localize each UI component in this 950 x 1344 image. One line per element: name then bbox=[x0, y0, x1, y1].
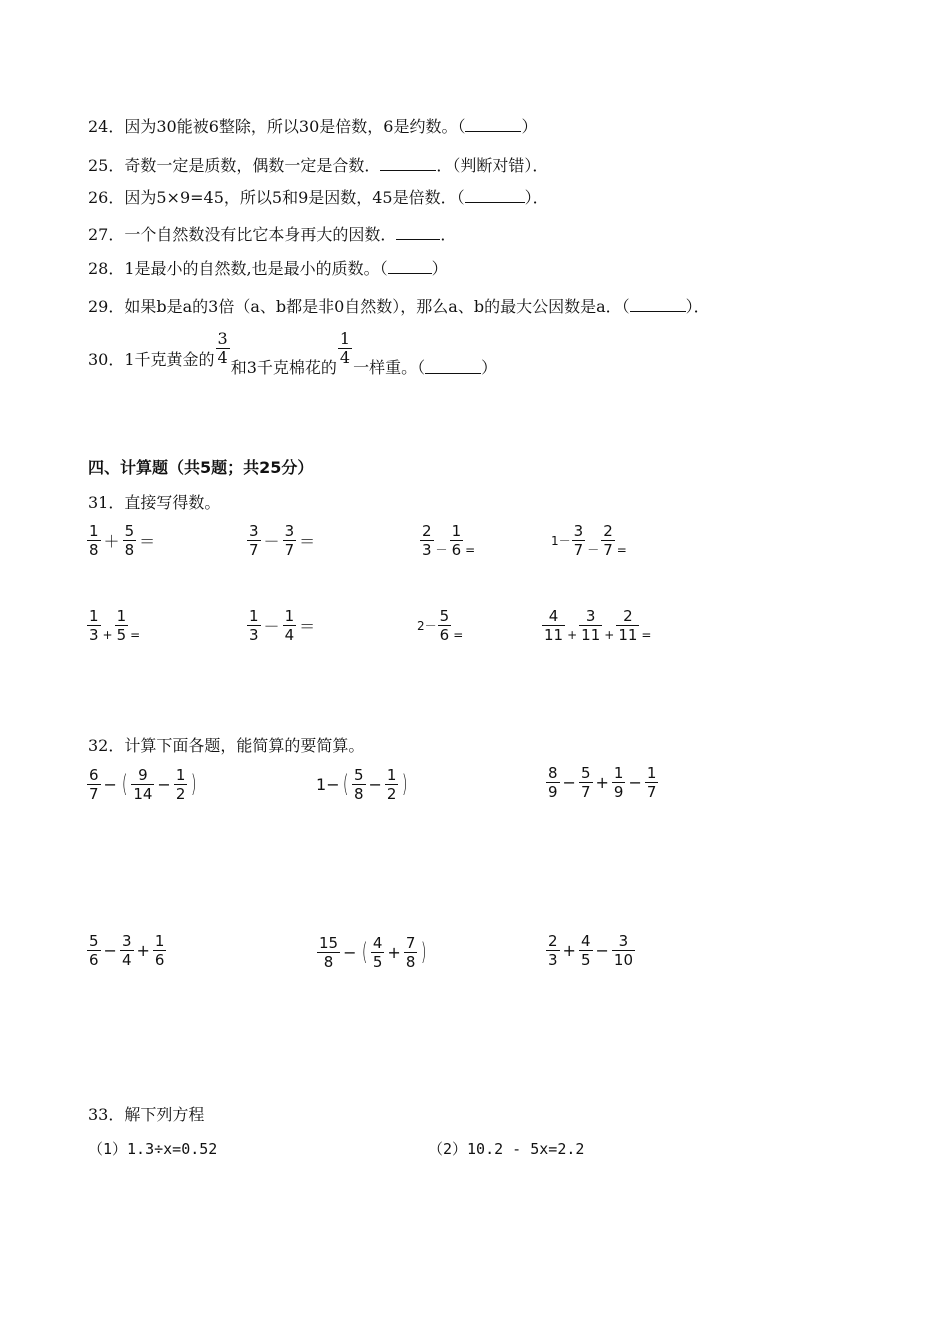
oral-expression bbox=[246, 522, 317, 559]
equals-sign: ＝ bbox=[299, 532, 316, 551]
numerator: 1 bbox=[339, 328, 351, 348]
denominator: 5 bbox=[116, 626, 127, 644]
numerator: 3 bbox=[618, 932, 629, 950]
leading-term: 2－ bbox=[417, 619, 437, 633]
question-33-title: 33．解下列方程 bbox=[88, 1105, 205, 1124]
question-24 bbox=[88, 117, 537, 137]
oral-expression bbox=[86, 522, 157, 559]
denominator: 8 bbox=[89, 541, 99, 559]
denominator: 6 bbox=[89, 951, 99, 969]
operator: + bbox=[595, 773, 609, 792]
numerator: 1 bbox=[116, 607, 127, 625]
fraction bbox=[438, 607, 452, 644]
operator: − bbox=[628, 773, 642, 792]
operator: + bbox=[562, 941, 576, 960]
denominator: 4 bbox=[339, 347, 351, 367]
operator: － bbox=[263, 617, 280, 636]
question-tail: ． bbox=[440, 225, 457, 244]
fraction bbox=[612, 932, 635, 969]
expression-3 bbox=[545, 764, 659, 801]
fraction bbox=[579, 607, 602, 644]
operator: + bbox=[136, 941, 150, 960]
question-32-title: 32．计算下面各题，能简算的要简算。 bbox=[88, 736, 365, 755]
fraction bbox=[87, 522, 101, 559]
fraction bbox=[131, 766, 154, 803]
operator: + bbox=[604, 627, 615, 642]
numerator: 1 bbox=[386, 765, 397, 784]
question-text: 27．一个自然数没有比它本身再大的因数． bbox=[88, 225, 397, 244]
numerator: 3 bbox=[585, 607, 596, 625]
numerator: 5 bbox=[353, 765, 364, 784]
denominator: 7 bbox=[580, 783, 591, 801]
denominator: 2 bbox=[386, 784, 397, 803]
equation-2: （2）10.2 - 5x=2.2 bbox=[428, 1140, 585, 1158]
denominator: 3 bbox=[89, 626, 99, 644]
operator: － bbox=[263, 532, 280, 551]
denominator: 4 bbox=[121, 951, 132, 969]
fraction bbox=[87, 607, 101, 644]
equals-sign: = bbox=[616, 542, 627, 557]
numerator: 3 bbox=[249, 522, 259, 540]
numerator: 1 bbox=[89, 522, 99, 540]
section-heading: 四、计算题（共5题；共25分） bbox=[88, 458, 314, 477]
numerator: 8 bbox=[548, 764, 558, 782]
fraction bbox=[120, 932, 134, 969]
denominator: 7 bbox=[249, 541, 259, 559]
denominator: 9 bbox=[548, 783, 558, 801]
answer-blank[interactable] bbox=[425, 359, 481, 374]
fraction bbox=[317, 934, 340, 971]
operator: − bbox=[157, 774, 171, 794]
numerator: 5 bbox=[439, 607, 450, 625]
fraction bbox=[87, 932, 101, 969]
numerator: 1 bbox=[284, 607, 295, 625]
equals-sign: ＝ bbox=[139, 532, 156, 551]
operator: − bbox=[343, 942, 357, 962]
denominator: 5 bbox=[580, 951, 591, 969]
numerator: 1 bbox=[451, 522, 462, 540]
oral-expression bbox=[246, 607, 317, 644]
denominator: 10 bbox=[613, 951, 633, 969]
numerator: 4 bbox=[580, 932, 591, 950]
question-tail: ）． bbox=[685, 297, 710, 316]
fraction bbox=[450, 522, 464, 559]
operator: － bbox=[587, 543, 600, 557]
numerator: 15 bbox=[319, 933, 339, 952]
question-tail: ） bbox=[521, 117, 538, 136]
denominator: 7 bbox=[89, 784, 99, 803]
denominator: 8 bbox=[353, 784, 364, 803]
numerator: 1 bbox=[613, 764, 624, 782]
numerator: 7 bbox=[405, 933, 416, 952]
fraction bbox=[283, 607, 297, 644]
equals-sign: = bbox=[465, 542, 476, 557]
question-28 bbox=[88, 259, 448, 279]
fraction bbox=[546, 932, 560, 969]
right-paren: ) bbox=[402, 770, 408, 798]
fraction bbox=[645, 764, 659, 801]
numerator: 9 bbox=[138, 765, 148, 784]
fraction bbox=[247, 607, 261, 644]
fraction bbox=[371, 934, 385, 971]
equals-sign: = bbox=[453, 627, 464, 642]
numerator: 5 bbox=[580, 764, 591, 782]
fraction bbox=[546, 764, 560, 801]
numerator: 5 bbox=[89, 932, 99, 950]
denominator: 6 bbox=[154, 951, 165, 969]
denominator: 8 bbox=[405, 952, 416, 971]
equals-sign: = bbox=[130, 627, 141, 642]
fraction bbox=[579, 764, 593, 801]
operator: − bbox=[326, 774, 340, 794]
numerator: 2 bbox=[548, 932, 558, 950]
left-paren: ( bbox=[342, 770, 349, 798]
numerator: 4 bbox=[372, 933, 383, 952]
denominator: 4 bbox=[284, 626, 295, 644]
fraction bbox=[247, 522, 261, 559]
question-text: 26．因为5×9=45，所以5和9是因数，45是倍数．（ bbox=[88, 188, 465, 207]
denominator: 8 bbox=[323, 952, 334, 971]
numerator: 2 bbox=[623, 607, 633, 625]
q31-row-2 bbox=[86, 607, 786, 657]
fraction bbox=[174, 766, 188, 803]
numerator: 1 bbox=[154, 932, 165, 950]
q31-row-1 bbox=[86, 522, 786, 572]
question-tail: ）． bbox=[524, 188, 549, 207]
expression-4 bbox=[86, 932, 167, 969]
fraction bbox=[542, 607, 565, 644]
question-tail: ） bbox=[431, 259, 448, 278]
question-text: 29．如果b是a的3倍（a、b都是非0自然数），那么a、b的最大公因数是a．（ bbox=[88, 297, 630, 316]
denominator: 6 bbox=[439, 626, 450, 644]
question-29 bbox=[88, 297, 710, 317]
denominator: 11 bbox=[581, 626, 601, 644]
numerator: 1 bbox=[249, 607, 259, 625]
oral-expression bbox=[419, 522, 476, 559]
fraction bbox=[385, 766, 399, 803]
operator: − bbox=[368, 774, 382, 794]
fraction bbox=[616, 607, 639, 644]
fraction bbox=[87, 766, 101, 803]
numerator: 5 bbox=[124, 522, 135, 540]
oral-expression bbox=[550, 522, 628, 559]
operator: － bbox=[435, 543, 448, 557]
operator: + bbox=[102, 627, 113, 642]
operator: − bbox=[562, 773, 576, 792]
denominator: 7 bbox=[284, 541, 295, 559]
question-tail: ．（判断对错）． bbox=[436, 156, 549, 175]
question-31-title: 31．直接写得数。 bbox=[88, 493, 221, 512]
left-paren: ( bbox=[121, 770, 128, 798]
denominator: 11 bbox=[544, 626, 564, 644]
leading-term: 1－ bbox=[551, 534, 571, 548]
operator: − bbox=[595, 941, 609, 960]
numerator: 2 bbox=[603, 522, 613, 540]
oral-expression bbox=[416, 607, 464, 644]
fraction bbox=[283, 522, 297, 559]
numerator: 3 bbox=[217, 328, 228, 348]
answer-blank[interactable] bbox=[465, 188, 525, 203]
question-suffix: 一样重。（ bbox=[353, 357, 426, 377]
numerator: 3 bbox=[284, 522, 295, 540]
operator: − bbox=[103, 774, 117, 794]
answer-blank[interactable] bbox=[630, 297, 686, 312]
denominator: 6 bbox=[451, 541, 462, 559]
right-paren: ) bbox=[421, 938, 427, 966]
operator: + bbox=[567, 627, 578, 642]
numerator: 2 bbox=[422, 522, 432, 540]
right-paren: ) bbox=[191, 770, 197, 798]
fraction bbox=[338, 330, 352, 367]
oral-expression bbox=[86, 607, 141, 644]
operator: ＋ bbox=[103, 532, 120, 551]
answer-blank[interactable] bbox=[465, 117, 521, 132]
fraction bbox=[216, 330, 230, 367]
operator: + bbox=[387, 942, 401, 962]
numerator: 1 bbox=[175, 765, 186, 784]
denominator: 3 bbox=[422, 541, 432, 559]
answer-blank[interactable] bbox=[396, 225, 440, 240]
question-prefix: 30．1千克黄金的 bbox=[88, 349, 215, 369]
fraction bbox=[601, 522, 615, 559]
equals-sign: ＝ bbox=[299, 617, 316, 636]
fraction bbox=[612, 764, 626, 801]
equation-1: （1）1.3÷x=0.52 bbox=[88, 1140, 218, 1158]
fraction bbox=[404, 934, 418, 971]
denominator: 4 bbox=[217, 347, 228, 367]
numerator: 6 bbox=[89, 765, 99, 784]
equals-sign: = bbox=[641, 627, 652, 642]
fraction bbox=[579, 932, 593, 969]
fraction bbox=[123, 522, 137, 559]
question-text: 25．奇数一定是质数，偶数一定是合数． bbox=[88, 156, 381, 175]
fraction bbox=[115, 607, 129, 644]
denominator: 7 bbox=[573, 541, 584, 559]
answer-blank[interactable] bbox=[388, 259, 432, 274]
denominator: 9 bbox=[613, 783, 624, 801]
question-27 bbox=[88, 225, 456, 245]
question-30 bbox=[88, 330, 497, 386]
answer-blank[interactable] bbox=[380, 156, 436, 171]
expression-1 bbox=[86, 764, 200, 804]
fraction bbox=[352, 766, 366, 803]
denominator: 14 bbox=[133, 784, 153, 803]
denominator: 3 bbox=[249, 626, 259, 644]
question-text: 28．1是最小的自然数,也是最小的质数。（ bbox=[88, 259, 388, 278]
question-mid: 和3千克棉花的 bbox=[230, 357, 337, 377]
question-text: 24．因为30能被6整除，所以30是倍数，6是约数。（ bbox=[88, 117, 466, 136]
denominator: 3 bbox=[548, 951, 558, 969]
expression-6 bbox=[545, 932, 636, 969]
denominator: 11 bbox=[618, 626, 638, 644]
oral-expression bbox=[541, 607, 652, 644]
numerator: 1 bbox=[89, 607, 99, 625]
denominator: 5 bbox=[372, 952, 383, 971]
denominator: 2 bbox=[175, 784, 186, 803]
numerator: 4 bbox=[548, 607, 559, 625]
numerator: 1 bbox=[646, 764, 657, 782]
question-26 bbox=[88, 188, 549, 208]
integer: 1 bbox=[316, 774, 327, 794]
denominator: 7 bbox=[603, 541, 613, 559]
left-paren: ( bbox=[361, 938, 367, 966]
denominator: 7 bbox=[646, 783, 657, 801]
question-tail: ） bbox=[481, 357, 498, 377]
expression-2 bbox=[316, 764, 411, 804]
fraction bbox=[572, 522, 586, 559]
numerator: 3 bbox=[121, 932, 132, 950]
fraction bbox=[420, 522, 434, 559]
expression-5 bbox=[316, 932, 430, 972]
question-25 bbox=[88, 156, 548, 176]
operator: − bbox=[103, 941, 117, 960]
fraction bbox=[153, 932, 167, 969]
numerator: 3 bbox=[573, 522, 584, 540]
denominator: 8 bbox=[124, 541, 135, 559]
